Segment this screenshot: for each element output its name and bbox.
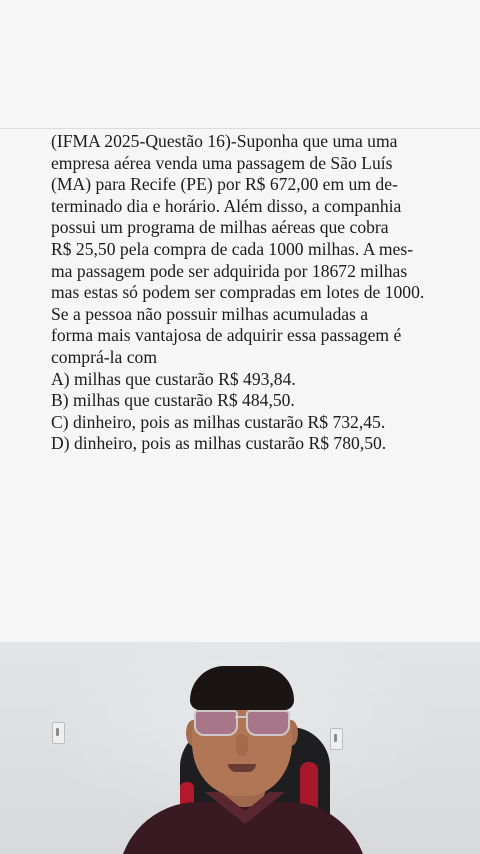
presenter-video [0,642,480,854]
presenter-nose [236,734,248,756]
question-line: terminado dia e horário. Além disso, a companhia [51,195,402,216]
question-line: empresa aérea venda uma passagem de São Luís [51,152,393,173]
question-line: Se a pessoa não possuir milhas acumuladas a [51,303,369,324]
option-c: C) dinheiro, pois as milhas custarão R$ 732,45. [51,411,386,432]
option-a: A) milhas que custarão R$ 493,84. [51,368,296,389]
top-blank-area [0,0,480,128]
option-d: D) dinheiro, pois as milhas custarão R$ 780,50. [51,433,387,454]
question-line: mas estas só podem ser compradas em lotes de 1000. [51,282,425,303]
divider [0,128,480,129]
wall-outlet-icon [330,728,343,750]
glasses-lens [194,710,238,736]
question-line: possui um programa de milhas aéreas que cobra [51,217,389,238]
wall-outlet-icon [52,722,65,744]
glasses-lens [246,710,290,736]
glasses-icon [194,710,290,736]
presenter-mouth [228,764,256,772]
question-line: forma mais vantajosa de adquirir essa passagem é [51,325,402,346]
question-line: (MA) para Recife (PE) por R$ 672,00 em um de- [51,174,398,195]
answer-options [51,369,461,455]
question-text-block [51,131,461,455]
question-line: R$ 25,50 pela compra de cada 1000 milhas. A mes- [51,238,414,259]
question-line: ma passagem pode ser adquirida por 18672 milhas [51,260,408,281]
presenter-hair [190,666,294,710]
option-b: B) milhas que custarão R$ 484,50. [51,390,295,411]
question-line: (IFMA 2025-Questão 16)-Suponha que uma uma [51,131,398,151]
question-line: comprá-la com [51,346,158,367]
